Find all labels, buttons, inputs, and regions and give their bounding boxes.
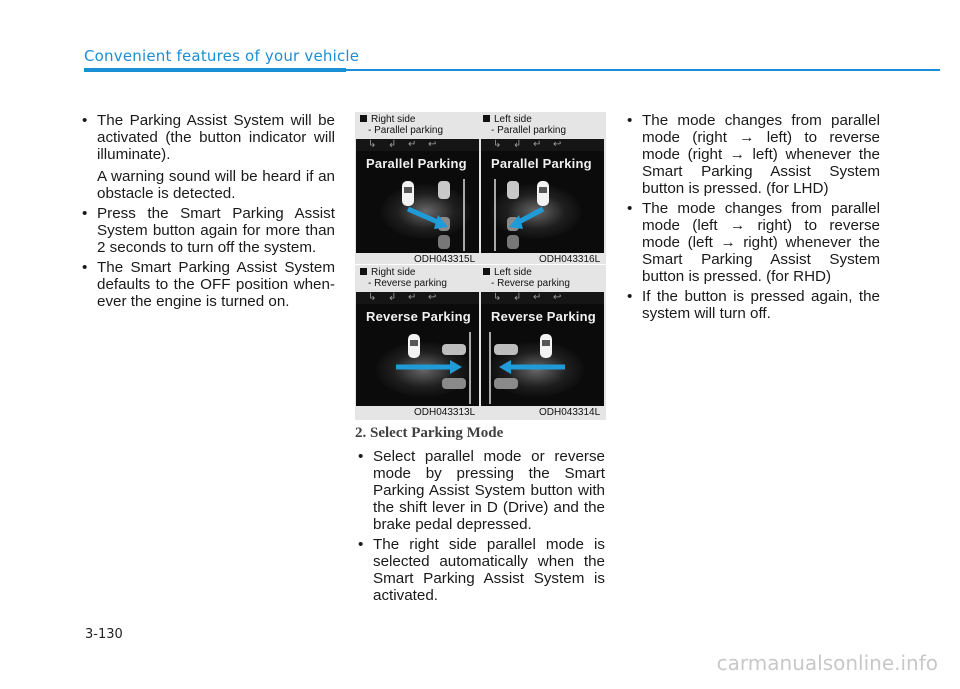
list-item: • The Parking Assist System will be activated (the button indicator will illuminate). [79,112,335,163]
reverse-right-glyph-icon: ↵ [533,139,542,150]
reverse-right-glyph-icon: ↵ [408,292,417,303]
figure-code: ODH043313L [414,407,476,418]
figure-code: ODH043316L [539,254,601,265]
reverse-left-glyph-icon: ↩ [553,139,562,150]
parallel-left-diagram [481,139,604,253]
list-item: • If the button is pressed again, the system will turn off. [624,288,880,322]
square-bullet-icon [483,115,490,122]
parallel-left-glyph-icon: ↲ [388,292,397,303]
list-item: • The mode changes from parallel mode (left → right) to reverse mode (left → right) whenever the Smart Parking Assist System button is pressed. (for RHD) [624,200,880,285]
parallel-right-glyph-icon: ↳ [493,139,502,150]
screen-title: Parallel Parking [366,156,467,171]
reverse-right-diagram [356,292,479,406]
figure-code: ODH043314L [539,407,601,418]
reverse-right-glyph-icon: ↵ [408,139,417,150]
caption-top-left: Right side - Parallel parking [360,114,443,136]
column-right [624,112,880,325]
square-bullet-icon [360,115,367,122]
list-item: • The Smart Parking Assist System defaults to the OFF position when-ever the engine is turned on. [79,259,335,310]
parallel-right-diagram [356,139,479,253]
screen-reverse-left [481,292,604,406]
screen-parallel-right [356,139,479,253]
reverse-left-glyph-icon: ↩ [428,292,437,303]
square-bullet-icon [360,268,367,275]
screen-title: Reverse Parking [366,309,471,324]
parallel-left-glyph-icon: ↲ [513,139,522,150]
reverse-left-glyph-icon: ↩ [428,139,437,150]
parallel-left-glyph-icon: ↲ [513,292,522,303]
reverse-left-diagram [481,292,604,406]
square-bullet-icon [483,268,490,275]
screen-title: Reverse Parking [491,309,596,324]
parallel-left-glyph-icon: ↲ [388,139,397,150]
reverse-left-glyph-icon: ↩ [553,292,562,303]
parallel-right-glyph-icon: ↳ [368,139,377,150]
watermark: carmanualsonline.info [716,651,938,675]
parallel-right-glyph-icon: ↳ [368,292,377,303]
list-item: • Select parallel mode or reverse mode by pressing the Smart Parking Assist System button with the shift lever in D (Drive) and the brake pedal depressed. [355,448,605,533]
screen-title: Parallel Parking [491,156,592,171]
caption-top-right: Left side - Parallel parking [483,114,566,136]
parallel-right-glyph-icon: ↳ [493,292,502,303]
page-number: 3-130 [85,627,123,642]
column-middle-text [355,448,605,607]
list-item: • Press the Smart Parking Assist System button again for more than 2 seconds to turn off the system. [79,205,335,256]
screen-parallel-left [481,139,604,253]
caption-bottom-left: Right side - Reverse parking [360,267,447,289]
header-rule-thick [84,68,346,72]
column-left [79,112,335,313]
reverse-right-glyph-icon: ↵ [533,292,542,303]
section-title: Convenient features of your vehicle [84,47,360,65]
screen-reverse-right [356,292,479,406]
list-item: • The mode changes from parallel mode (right → left) to reverse mode (right → left) whenever the Smart Parking Assist System button is pressed. (for LHD) [624,112,880,197]
caption-bottom-right: Left side - Reverse parking [483,267,570,289]
section-heading: 2. Select Parking Mode [355,425,504,441]
warning-note: A warning sound will be heard if an obstacle is detected. [97,168,335,202]
list-item: • The right side parallel mode is selected automatically when the Smart Parking Assist System is activated. [355,536,605,604]
figure-code: ODH043315L [414,254,476,265]
header-rule-thin [346,69,940,71]
